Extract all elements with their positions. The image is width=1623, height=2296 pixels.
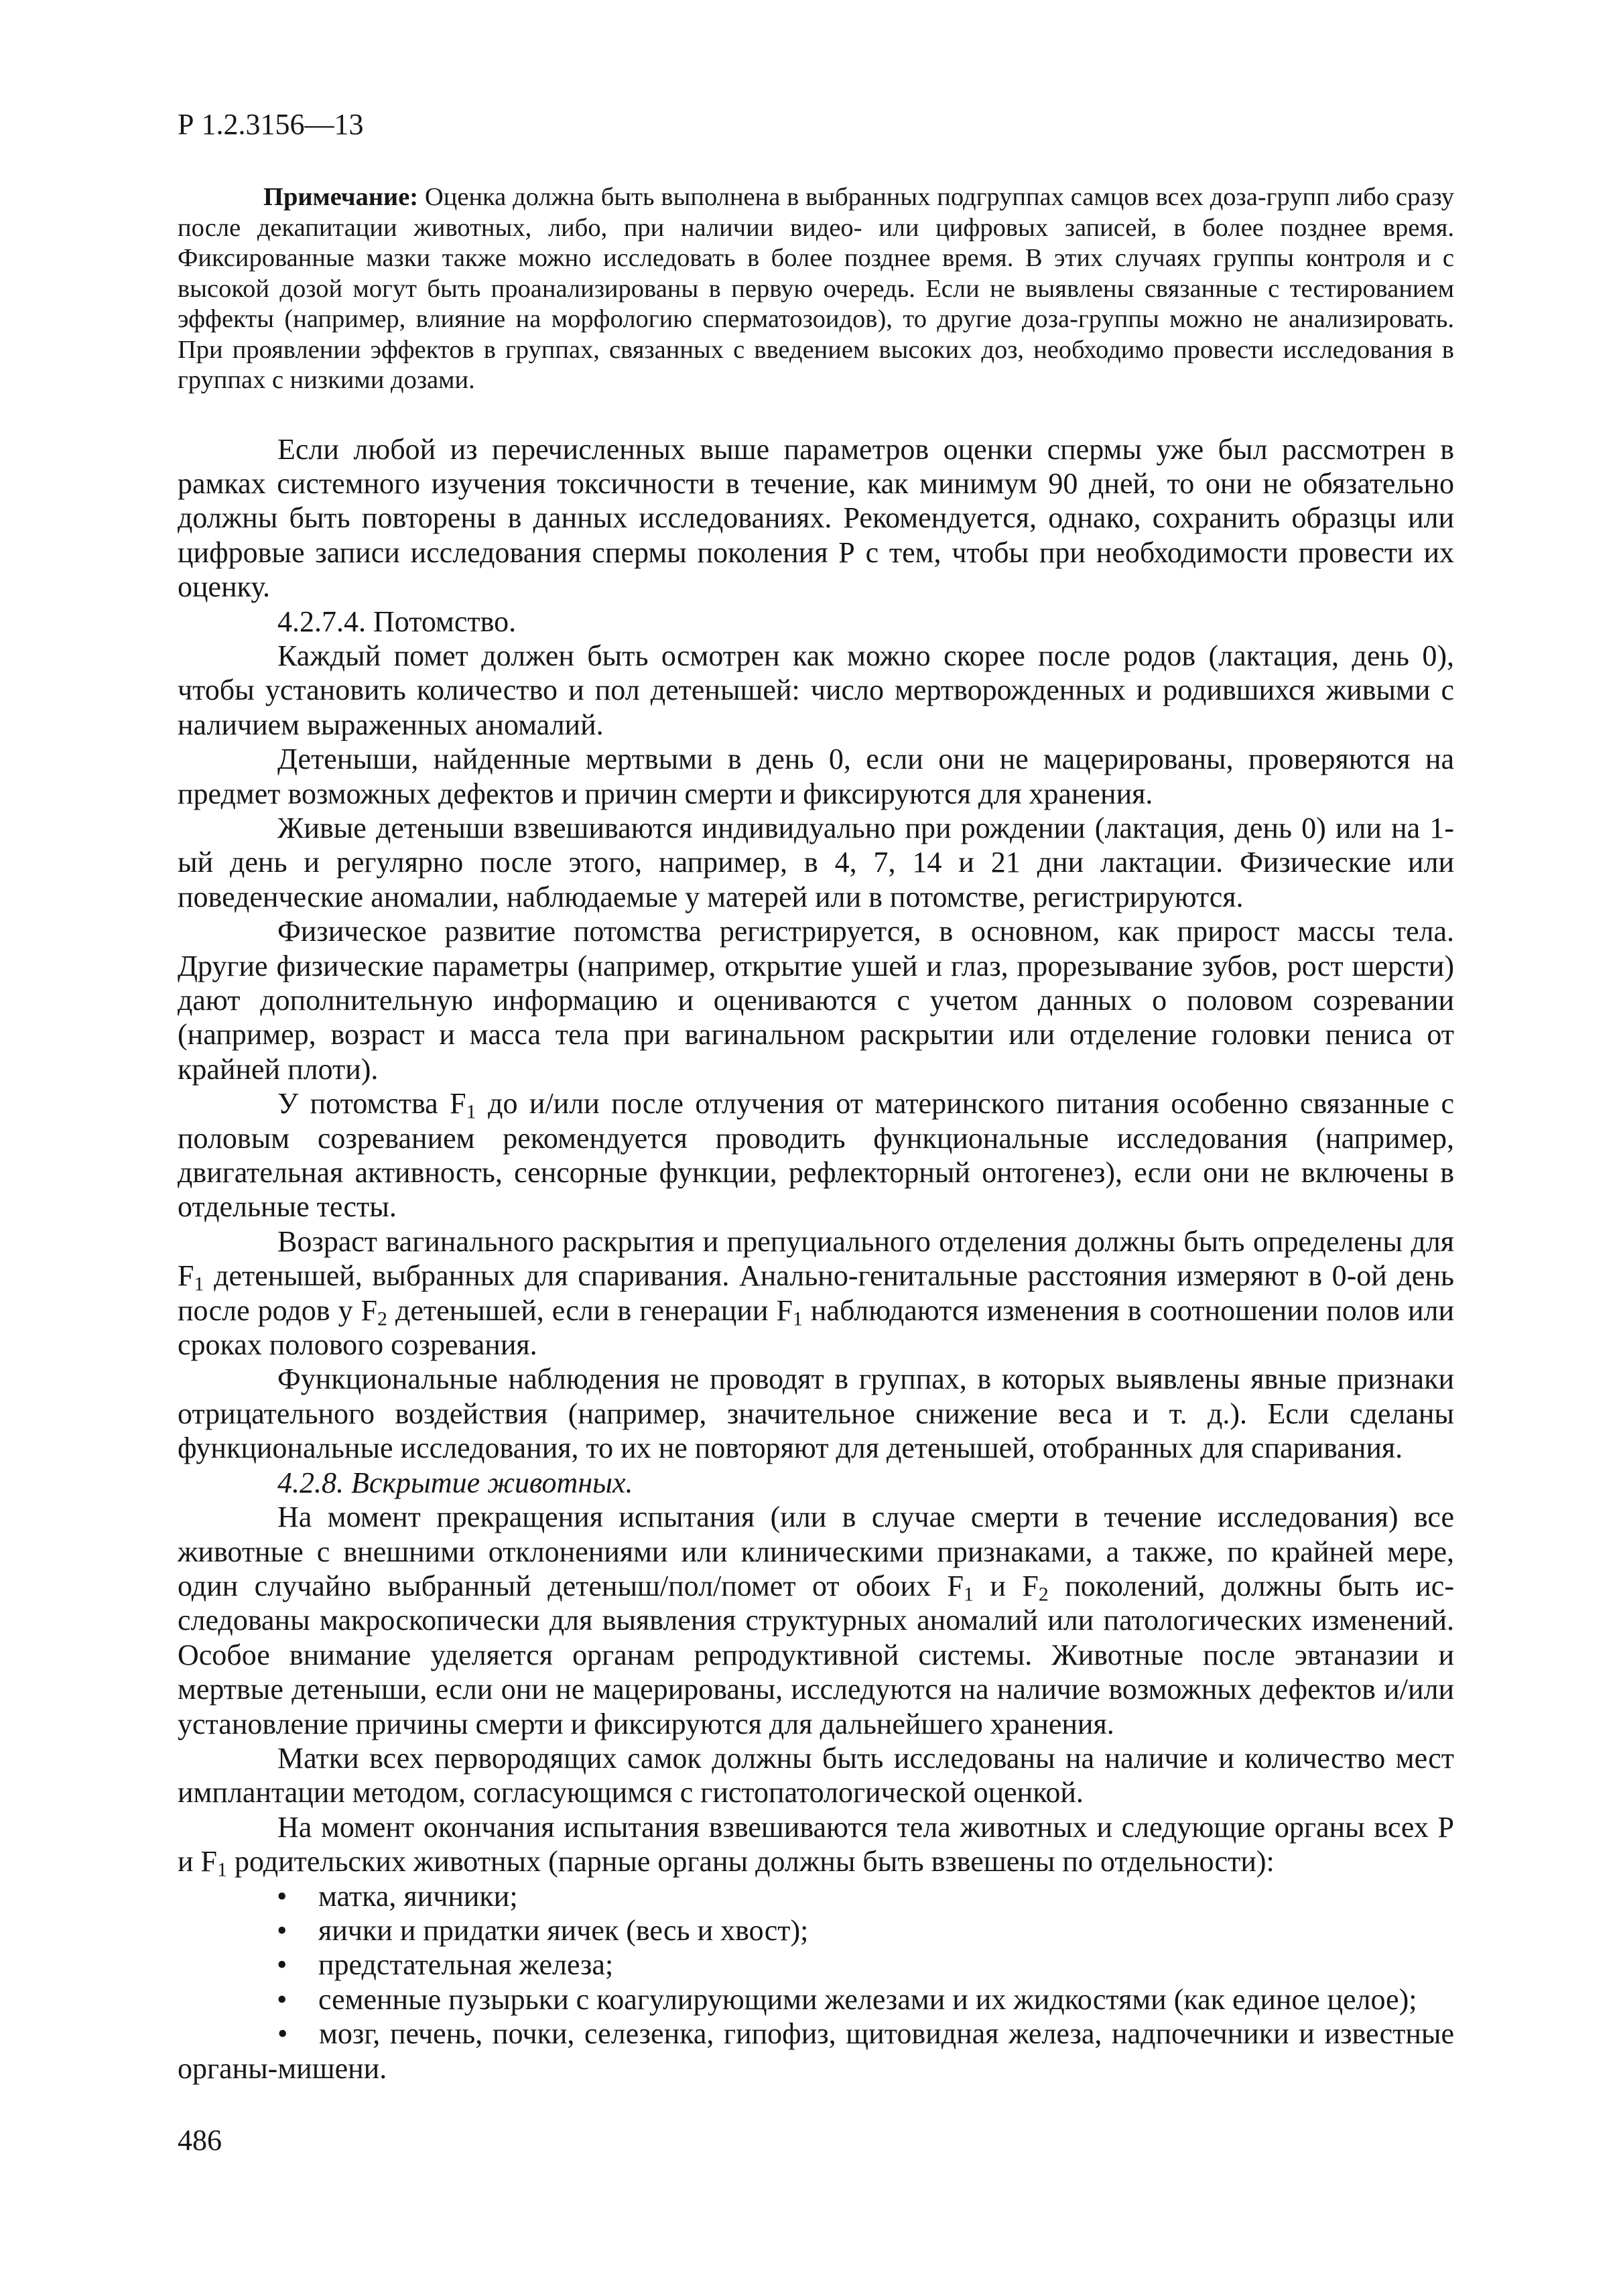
- list-item: • предстательная железа;: [277, 1948, 614, 1982]
- paragraph-uterus-examination: Матки всех первородящих самок должны быть исследованы на наличие и количество мест имплантации методом, согласующимся с гистопатологической оценкой.: [178, 1741, 1454, 1809]
- list-item: • семенные пузырьки с коагулирующими железами и их жидкостями (как единое целое);: [277, 1982, 1417, 2016]
- note-text: Оценка должна быть выполнена в выбранных подгруппах самцов всех доза-групп либо сразу после декапитации животных, либо, при наличии видео- или цифровых записей, в более позднее время. Фиксированные мазки также можно исследовать в более позднее время. В этих случаях группы контроля и с высокой дозой могут быть проанализированы в первую очередь. Если не выявлены связанные с тестированием эффекты (например, влияние на морфологию сперматозоидов), то другие доза-группы можно не анализировать. При проявлении эффектов в группах, связанных с введением высоких доз, необходимо провести исследования в группах с низкими дозами.: [178, 183, 1454, 394]
- paragraph-live-pups-weighing: Живые детеныши взвешиваются индивидуально при рождении (лактация, день 0) или на 1-ый день и регулярно после этого, например, в 4, 7, 14 и 21 дни лактации. Физические или поведенческие аномалии, наблюдаемые у матерей или в потомстве, регистрируются.: [178, 811, 1454, 913]
- paragraph-functional-studies: У потомства $F_1$ до и/или после отлучения от материнского питания особенно связанные с половым созреванием рекомендуется проводить функциональные исследования (например, двигательная активность, сенсорные функции, рефлекторный онтогенез), если они не включены в отдельные тесты.: [178, 1087, 1454, 1224]
- list-item: • мозг, печень, почки, селезенка, гипофиз, щитовидная железа, надпочечники и известные органы-мишени.: [178, 2017, 1454, 2085]
- paragraph-dead-pups: Детеныши, найденные мертвыми в день 0, если они не мацерированы, проверяются на предмет возможных дефектов и причин смерти и фиксируются для хранения.: [178, 743, 1454, 810]
- paragraph-litter-examination: Каждый помет должен быть осмотрен как можно скорее после родов (лактация, день 0), чтобы установить количество и пол детенышей: число мертворожденных и родившихся живыми с наличием выраженных аномалий.: [178, 639, 1454, 741]
- bullet-icon: •: [277, 1948, 287, 1982]
- page-number: 486: [178, 2124, 222, 2157]
- bullet-icon: •: [277, 1879, 287, 1913]
- organ-list: [178, 1879, 1454, 2086]
- document-page: [178, 107, 1454, 2086]
- note-block: [178, 182, 1454, 396]
- note-label: Примечание:: [263, 183, 419, 211]
- bullet-icon: •: [277, 1982, 287, 2016]
- bullet-icon: •: [277, 1913, 287, 1947]
- list-item: • матка, яичники;: [277, 1879, 518, 1913]
- body-text: [178, 432, 1454, 2086]
- paragraph-sperm-evaluation: Если любой из перечисленных выше параметров оценки спермы уже был рассмотрен в рамках системного изучения токсичности в течение, как минимум 90 дней, то они не обязательно должны быть повторены в данных исследованиях. Рекомендуется, однако, сохранить образцы или цифровые записи исследования спермы поколения Р с тем, чтобы при необходимости провести их оценку.: [178, 432, 1454, 604]
- section-heading-4-2-8: 4.2.8. Вскрытие животных.: [277, 1466, 633, 1499]
- paragraph-functional-observations: Функциональные наблюдения не проводят в группах, в которых выявлены явные признаки отрицательного воздействия (например, значительное снижение веса и т. д.). Если сделаны функциональные исследования, то их не повторяют для детенышей, отобранных для спаривания.: [178, 1362, 1454, 1465]
- document-code: Р 1.2.3156—13: [178, 108, 364, 141]
- paragraph-vaginal-opening: Возраст вагинального раскрытия и препуциального отделения должны быть определены для $F_1$ детенышей, выбранных для спаривания. Анально-генитальные расстояния измеряют в 0-ой день после родов у $F_2$ детенышей, если в генерации $F_1$ наблюдаются изменения в соотношении полов или сроках полового созревания.: [178, 1224, 1454, 1362]
- list-item: • яички и придатки яичек (весь и хвост);: [277, 1913, 809, 1947]
- paragraph-necropsy: На момент прекращения испытания (или в случае смерти в течение исследования) все животные с внешними отклонениями или клиническими признаками, а также, по крайней мере, один случайно выбранный детеныш/пол/помет от обоих $F_1$ и $F_2$ поколений, должны быть исследованы макроскопически для выявления структурных аномалий или патологических изменений. Особое внимание уделяется органам репродуктивной системы. Животные после эвтаназии и мертвые детеныши, если они не мацерированы, исследуются на наличие возможных дефектов и/или установление причины смерти и фиксируются для дальнейшего хранения.: [178, 1501, 1454, 1740]
- bullet-icon: •: [277, 2017, 288, 2051]
- section-heading-4-2-7-4: 4.2.7.4. Потомство.: [277, 604, 517, 638]
- paragraph-physical-development: Физическое развитие потомства регистрируется, в основном, как прирост массы тела. Другие физические параметры (например, открытие ушей и глаз, прорезывание зубов, рост шерсти) дают дополнительную информацию и оцениваются с учетом данных о половом созревании (например, возраст и масса тела при вагинальном раскрытии или отделение головки пениса от крайней плоти).: [178, 915, 1454, 1086]
- paragraph-organ-weighing: На момент окончания испытания взвешиваются тела животных и следующие органы всех Р и $F_1$ родительских животных (парные органы должны быть взвешены по отдельности):: [178, 1810, 1454, 1881]
